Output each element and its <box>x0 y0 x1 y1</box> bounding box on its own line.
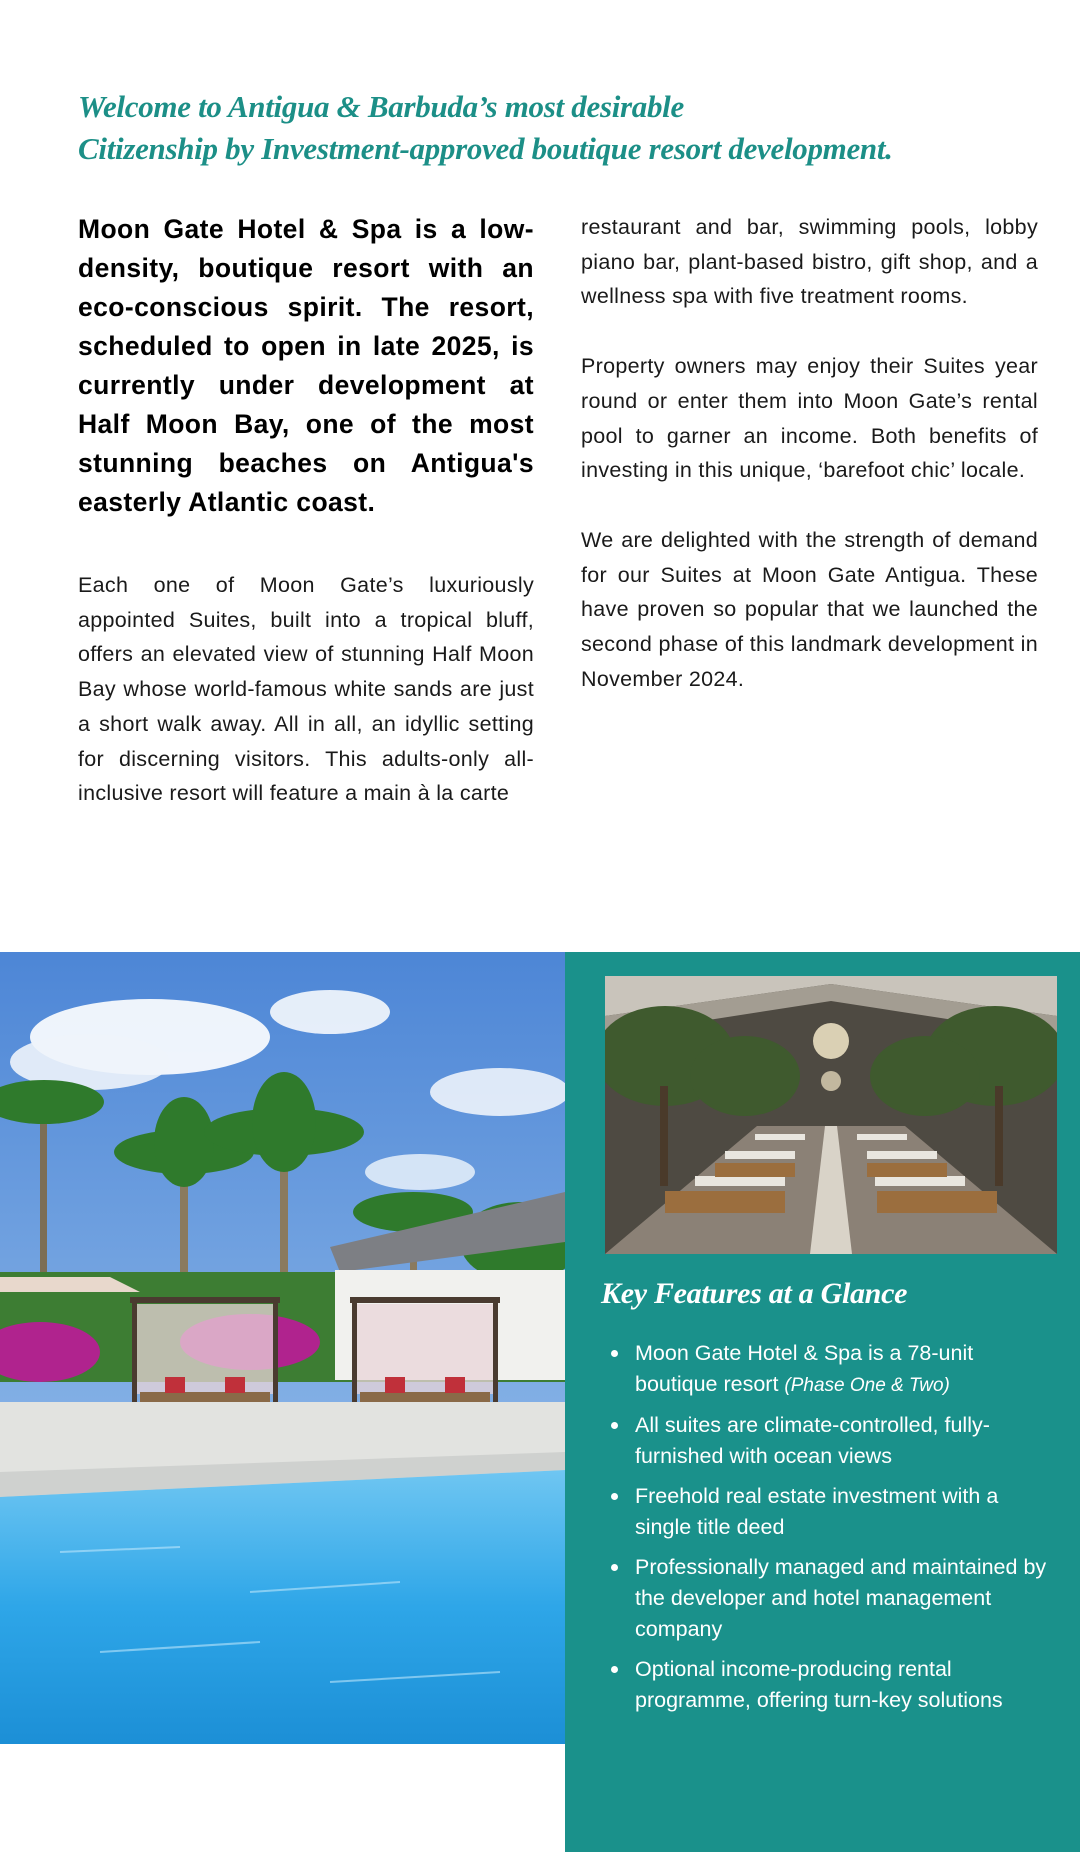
owners-paragraph: Property owners may enjoy their Suites year round or enter them into Moon Gate’s rental pool to garner an income. Both benefits of investing in this unique, ‘barefoot chic’ locale. <box>581 354 1038 483</box>
pool-cabana-image <box>0 952 565 1744</box>
demand-paragraph: We are delighted with the strength of demand for our Suites at Moon Gate Antigua. These have proven so popular that we launched the second phase of this landmark development in November 2024. <box>581 527 1038 691</box>
feature-item <box>601 1481 1051 1543</box>
bullet-icon <box>611 1422 618 1429</box>
lead-paragraph: Moon Gate Hotel & Spa is a low-density, boutique resort with an eco-conscious spirit. The resort, scheduled to open in late 2025, is currently under development at Half Moon Bay, one of the most stunning beaches on Antigua's easterly Atlantic coast. <box>78 214 534 517</box>
bullet-icon <box>611 1493 618 1500</box>
key-features-panel <box>565 952 1080 1852</box>
feature-item <box>601 1654 1051 1716</box>
suites-paragraph: Each one of Moon Gate’s luxuriously appointed Suites, built into a tropical bluff, offers an elevated view of stunning Half Moon Bay whose world-famous white sands are just a short walk away. All in all, an idyllic setting for discerning visitors. This adults-only all-inclusive resort will feature a main à la carte <box>78 573 534 806</box>
bullet-icon <box>611 1564 618 1571</box>
intro-headline <box>78 86 998 170</box>
key-features-list <box>601 1338 1051 1725</box>
restaurant-image <box>605 976 1057 1254</box>
feature-text: Moon Gate Hotel & Spa is a 78-unit boutique resort <box>635 1341 974 1396</box>
feature-text: Optional income-producing rental programme, offering turn-key solutions <box>635 1657 1003 1712</box>
feature-item <box>601 1338 1051 1401</box>
feature-item <box>601 1410 1051 1472</box>
headline-line-2: Citizenship by Investment-approved boutique resort development. <box>78 131 893 166</box>
key-features-title: Key Features at a Glance <box>601 1277 908 1310</box>
feature-text: Freehold real estate investment with a single title deed <box>635 1484 999 1539</box>
headline-line-1: Welcome to Antigua & Barbuda’s most desirable <box>78 89 684 124</box>
bullet-icon <box>611 1666 618 1673</box>
feature-text: All suites are climate-controlled, fully-furnished with ocean views <box>635 1413 990 1468</box>
bottom-section <box>0 952 1080 1852</box>
feature-text: Professionally managed and maintained by the developer and hotel management company <box>635 1555 1047 1641</box>
right-text-column <box>581 210 1038 731</box>
bullet-icon <box>611 1350 618 1357</box>
left-text-column <box>78 210 534 846</box>
feature-note: (Phase One & Two) <box>784 1375 950 1396</box>
amenities-paragraph: restaurant and bar, swimming pools, lobby piano bar, plant-based bistro, gift shop, and a wellness spa with five treatment rooms. <box>581 215 1038 309</box>
feature-item <box>601 1552 1051 1645</box>
